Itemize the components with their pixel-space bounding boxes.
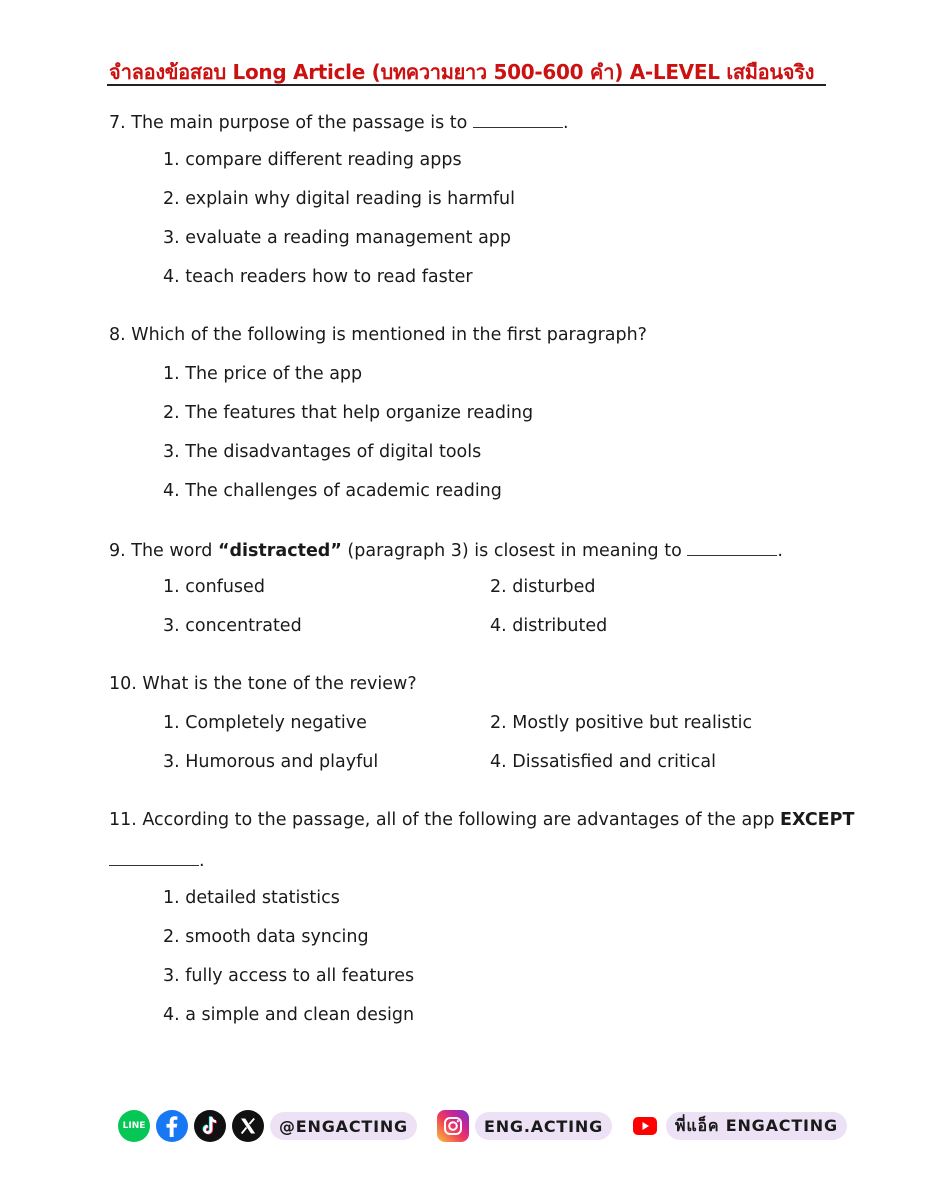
q9-option-3: 3. concentrated [163,616,302,636]
question-11-period: . [199,851,205,871]
instagram-handle-badge[interactable]: ENG.ACTING [475,1112,612,1140]
question-9-keyword: “distracted” [217,541,342,561]
answer-blank [473,111,563,128]
question-11-blank-line [109,849,205,871]
q10-option-1: 1. Completely negative [163,713,367,733]
tiktok-icon[interactable] [194,1110,226,1142]
question-9-stem-pre: 9. The word [109,541,218,561]
header-divider [107,84,826,86]
facebook-icon[interactable] [156,1110,188,1142]
question-9-period: . [777,541,783,561]
social-footer [118,1106,847,1146]
question-7-period: . [562,113,569,133]
x-icon[interactable] [232,1110,264,1142]
q8-option-1: 1. The price of the app [163,364,363,384]
line-icon[interactable] [118,1110,150,1142]
question-11 [109,810,854,830]
answer-blank [687,539,777,556]
q9-option-4: 4. distributed [490,616,608,636]
q10-option-4: 4. Dissatisfied and critical [490,752,716,772]
q9-option-1: 1. confused [163,577,265,597]
q10-option-2: 2. Mostly positive but realistic [490,713,753,733]
answer-blank [109,849,199,866]
line-icon-label: LINE [122,1121,146,1131]
q11-option-3: 3. fully access to all features [163,966,415,986]
q7-option-2: 2. explain why digital reading is harmful [163,189,515,209]
question-11-stem: 11. According to the passage, all of the following are advantages of the app [109,810,781,830]
q7-option-4: 4. teach readers how to read faster [163,267,473,287]
youtube-icon[interactable] [630,1110,660,1142]
q9-option-2: 2. disturbed [490,577,596,597]
page-title: จำลองข้อสอบ Long Article (บทความยาว 500-600 คำ) A-LEVEL เสมือนจริง [109,60,815,84]
q8-option-4: 4. The challenges of academic reading [163,481,502,501]
question-8-stem: 8. Which of the following is mentioned in the first paragraph? [109,325,647,345]
question-9-stem-post: (paragraph 3) is closest in meaning to [341,541,682,561]
q8-option-3: 3. The disadvantages of digital tools [163,442,482,462]
social-handle-badge[interactable]: @ENGACTING [270,1112,417,1140]
q7-option-1: 1. compare different reading apps [163,150,462,170]
q7-option-3: 3. evaluate a reading management app [163,228,512,248]
q11-option-1: 1. detailed statistics [163,888,340,908]
question-10-stem: 10. What is the tone of the review? [109,674,417,694]
instagram-icon[interactable] [437,1110,469,1142]
question-9 [109,539,783,561]
question-7 [109,111,569,133]
q10-option-3: 3. Humorous and playful [163,752,379,772]
q8-option-2: 2. The features that help organize reading [163,403,534,423]
question-11-keyword: EXCEPT [780,810,855,830]
q11-option-2: 2. smooth data syncing [163,927,369,947]
question-7-stem: 7. The main purpose of the passage is to [109,113,468,133]
q11-option-4: 4. a simple and clean design [163,1005,415,1025]
youtube-channel-badge[interactable]: พี่แอ็ค ENGACTING [666,1112,847,1140]
